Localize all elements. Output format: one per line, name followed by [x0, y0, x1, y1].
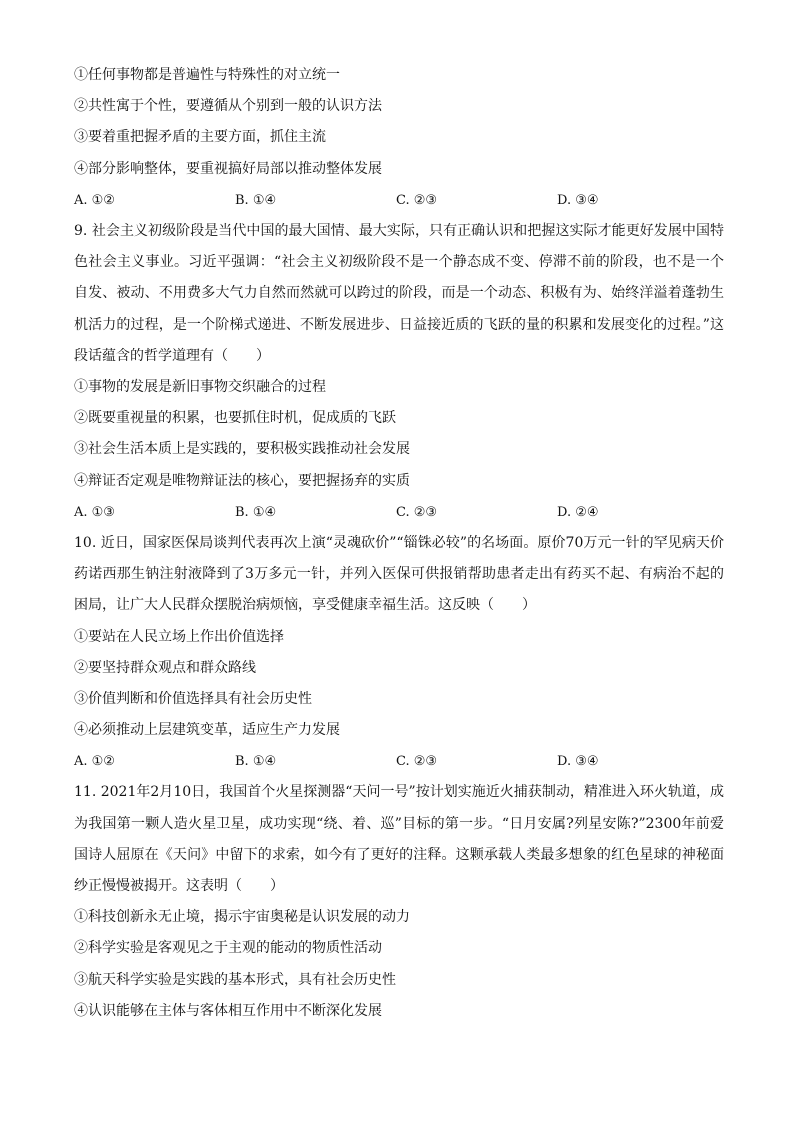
q10-statement-4: ④必须推动上层建筑变革，适应生产力发展 — [74, 722, 340, 739]
q8-statement-4: ④部分影响整体，要重视搞好局部以推动整体发展 — [74, 160, 382, 177]
q8-choices — [74, 185, 724, 216]
q8-choice-d: D. ③④ — [557, 192, 599, 208]
exam-page — [74, 60, 724, 1027]
q10-choice-c: C. ②③ — [396, 754, 438, 770]
q9-choice-a: A. ①③ — [74, 504, 115, 520]
q11-statement-1: ①科技创新永无止境，揭示宇宙奥秘是认识发展的动力 — [74, 909, 410, 926]
q8-choice-b: B. ①④ — [235, 192, 277, 208]
q9-choices — [74, 497, 724, 528]
q10-choices — [74, 746, 724, 777]
q8-choice-a: A. ①② — [74, 192, 115, 208]
q9-statement-1: ①事物的发展是新旧事物交织融合的过程 — [74, 378, 326, 395]
q9-choice-d: D. ②④ — [557, 504, 599, 520]
question-11 — [74, 777, 724, 1027]
q9-statement-3: ③社会生活本质上是实践的，要积极实践推动社会发展 — [74, 441, 410, 458]
q8-choice-c: C. ②③ — [396, 192, 438, 208]
q10-choice-b: B. ①④ — [235, 754, 277, 770]
q11-statement-4: ④认识能够在主体与客体相互作用中不断深化发展 — [74, 1002, 382, 1019]
q9-statement-4: ④辩证否定观是唯物辩证法的核心，要把握扬弃的实质 — [74, 472, 410, 489]
q11-statement-2: ②科学实验是客观见之于主观的能动的物质性活动 — [74, 940, 382, 957]
q8-statement-2: ②共性寓于个性，要遵循从个别到一般的认识方法 — [74, 98, 382, 115]
question-8 — [74, 60, 724, 216]
q10-statement-1: ①要站在人民立场上作出价值选择 — [74, 628, 284, 645]
question-9 — [74, 216, 724, 528]
q9-statement-2: ②既要重视量的积累，也要抓住时机，促成质的飞跃 — [74, 410, 396, 427]
q10-choice-a: A. ①② — [74, 754, 115, 770]
q11-statement-3: ③航天科学实验是实践的基本形式，具有社会历史性 — [74, 971, 396, 988]
question-10 — [74, 528, 724, 778]
q10-stem: 10. 近日，国家医保局谈判代表再次上演“灵魂砍价”“锱铢必较”的名场面。原价70万元一针的罕见病天价药诺西那生钠注射液降到了3万多元一针，并列入医保可供报销帮助患者走出有药买不起、有病治不起的困局，让广大人民群众摆脱治病烦恼，享受健康幸福生活。这反映（ ） — [74, 534, 724, 614]
q8-statement-1: ①任何事物都是普遍性与特殊性的对立统一 — [74, 67, 340, 83]
q10-statement-2: ②要坚持群众观点和群众路线 — [74, 659, 256, 676]
q9-stem: 9. 社会主义初级阶段是当代中国的最大国情、最大实际，只有正确认识和把握这实际才能更好发展中国特色社会主义事业。习近平强调：“社会主义初级阶段不是一个静态成不变、停滞不前的阶段，也不是一个自发、被动、不用费多大气力自然而然就可以跨过的阶段，而是一个动态、积极有为、始终洋溢着蓬勃生机活力的过程，是一个阶梯式递进、不断发展进步、日益接近质的飞跃的量的积累和发展变化的过程。”这段话蕴含的哲学道理有（ ） — [74, 222, 724, 364]
q10-statement-3: ③价值判断和价值选择具有社会历史性 — [74, 690, 312, 707]
q8-statement-3: ③要着重把握矛盾的主要方面，抓住主流 — [74, 129, 326, 146]
q9-choice-b: B. ①④ — [235, 504, 277, 520]
q11-stem: 11. 2021年2月10日，我国首个火星探测器“天问一号”按计划实施近火捕获制动，精准进入环火轨道，成为我国第一颗人造火星卫星，成功实现“绕、着、巡”目标的第一步。“日月安属?列星安陈?”2300年前爱国诗人屈原在《天问》中留下的求索，如今有了更好的注释。这颗承载人类最多想象的红色星球的神秘面纱正慢慢被揭开。这表明（ ） — [74, 784, 724, 895]
q10-choice-d: D. ③④ — [557, 754, 599, 770]
q9-choice-c: C. ②③ — [396, 504, 438, 520]
